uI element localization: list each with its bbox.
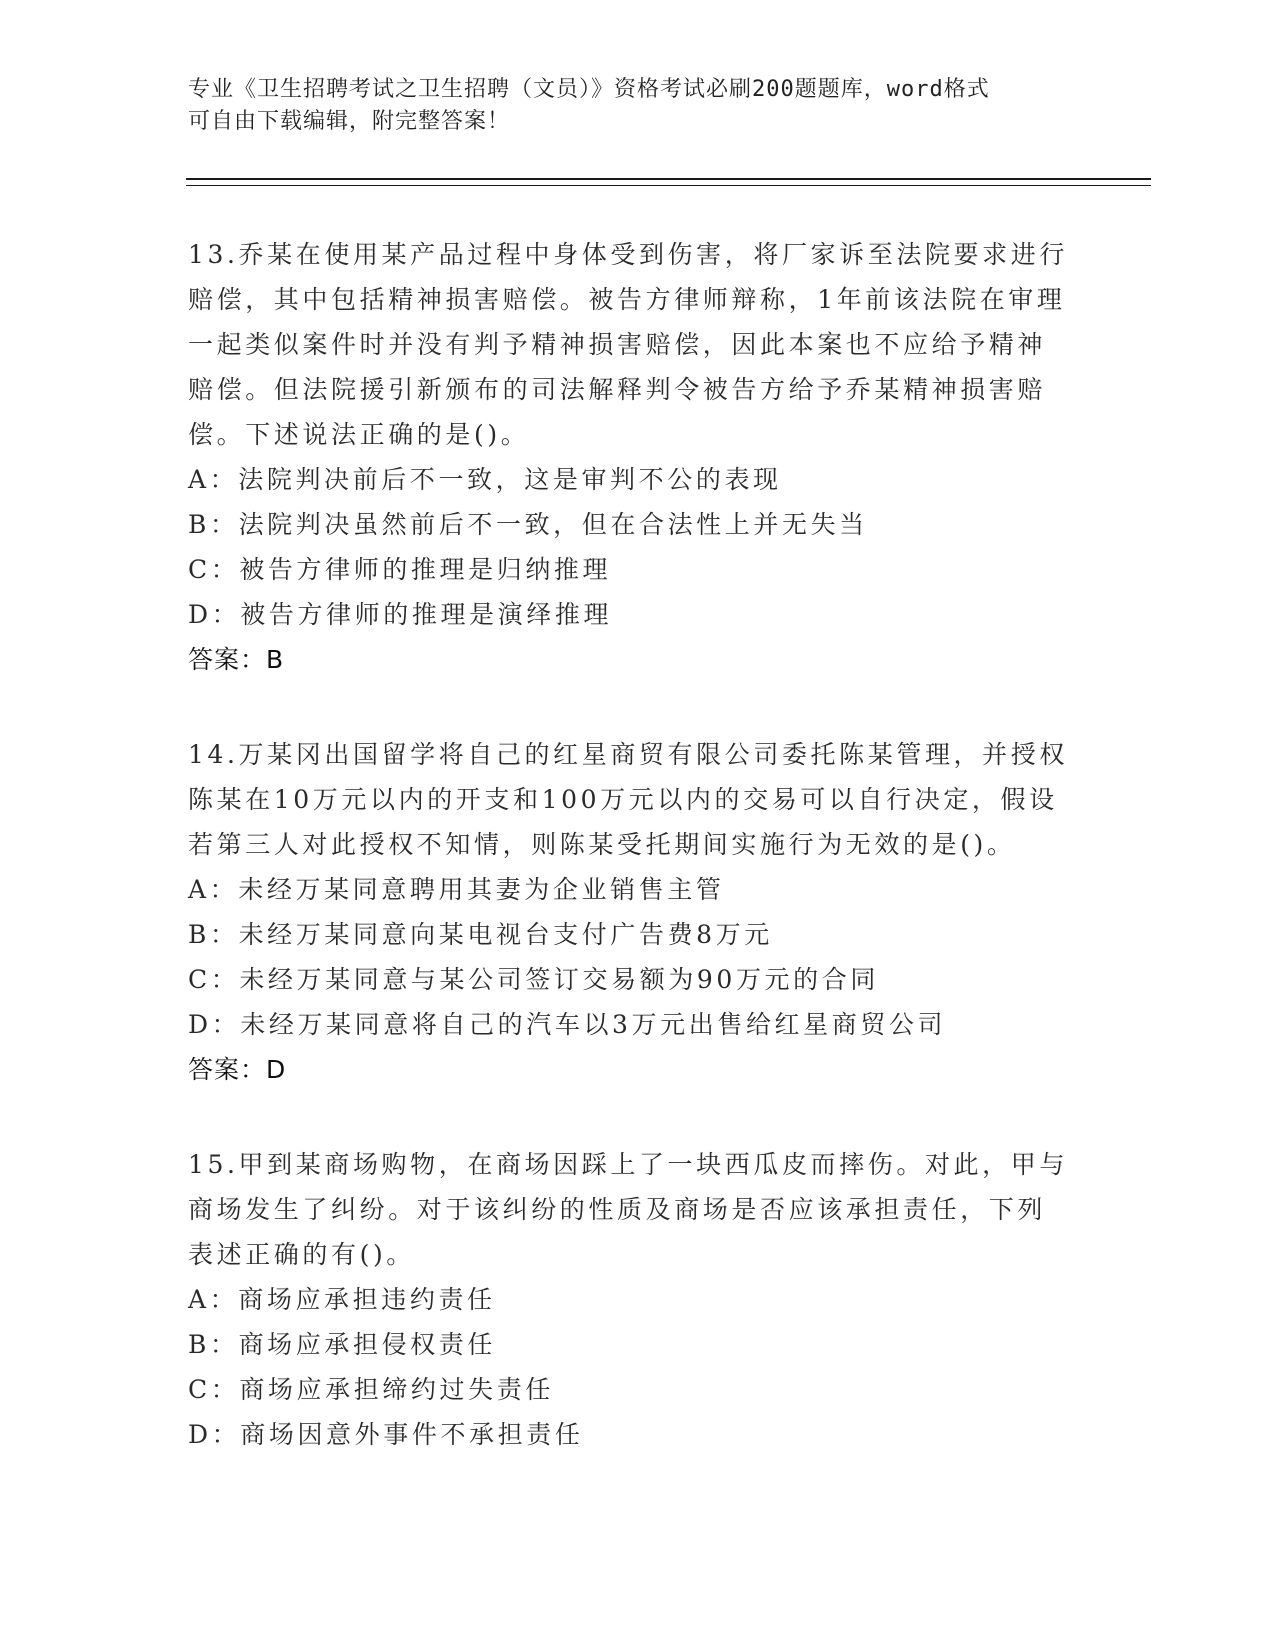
question-text-line: 商场发生了纠纷。对于该纠纷的性质及商场是否应该承担责任，下列	[188, 1195, 1047, 1224]
question-text-line: 14.万某冈出国留学将自己的红星商贸有限公司委托陈某管理，并授权	[188, 740, 1068, 769]
answer-line: 答案：D	[188, 1055, 287, 1084]
question-text-line: 陈某在10万元以内的开支和100万元以内的交易可以自行决定，假设	[188, 785, 1058, 814]
option-d: D：商场因意外事件不承担责任	[188, 1420, 584, 1449]
header-title-line-2: 可自由下载编辑，附完整答案！	[188, 109, 511, 134]
option-a: A：法院判决前后不一致，这是审判不公的表现	[188, 465, 782, 494]
question-text-line: 13.乔某在使用某产品过程中身体受到伤害，将厂家诉至法院要求进行	[188, 240, 1068, 269]
question-text-line: 15.甲到某商场购物，在商场因踩上了一块西瓜皮而摔伤。对此，甲与	[188, 1150, 1068, 1179]
answer-line: 答案：B	[188, 645, 285, 674]
question-text-line: 赔偿。但法院援引新颁布的司法解释判令被告方给予乔某精神损害赔	[188, 375, 1047, 404]
question-14	[188, 732, 1088, 1092]
document-header	[188, 74, 1068, 138]
option-a: A：商场应承担违约责任	[188, 1285, 496, 1314]
question-text-line: 偿。下述说法正确的是()。	[188, 420, 530, 449]
header-divider	[186, 178, 1151, 186]
option-b: B：法院判决虽然前后不一致，但在合法性上并无失当	[188, 510, 868, 539]
option-c: C：被告方律师的推理是归纳推理	[188, 555, 612, 584]
option-b: B：未经万某同意向某电视台支付广告费8万元	[188, 920, 773, 949]
question-text-line: 若第三人对此授权不知情，则陈某受托期间实施行为无效的是()。	[188, 830, 1016, 859]
option-a: A：未经万某同意聘用其妻为企业销售主管	[188, 875, 725, 904]
option-c: C：未经万某同意与某公司签订交易额为90万元的合同	[188, 965, 879, 994]
option-d: D：未经万某同意将自己的汽车以3万元出售给红星商贸公司	[188, 1010, 947, 1039]
option-c: C：商场应承担缔约过失责任	[188, 1375, 554, 1404]
option-b: B：商场应承担侵权责任	[188, 1330, 496, 1359]
question-text-line: 一起类似案件时并没有判予精神损害赔偿，因此本案也不应给予精神	[188, 330, 1047, 359]
question-13	[188, 232, 1088, 682]
question-15	[188, 1142, 1088, 1457]
header-title-line-1: 专业《卫生招聘考试之卫生招聘（文员）》资格考试必刷200题题库，word格式	[188, 77, 990, 102]
option-d: D：被告方律师的推理是演绎推理	[188, 600, 613, 629]
question-text-line: 表述正确的有()。	[188, 1240, 415, 1269]
question-text-line: 赔偿，其中包括精神损害赔偿。被告方律师辩称，1年前该法院在审理	[188, 285, 1066, 314]
